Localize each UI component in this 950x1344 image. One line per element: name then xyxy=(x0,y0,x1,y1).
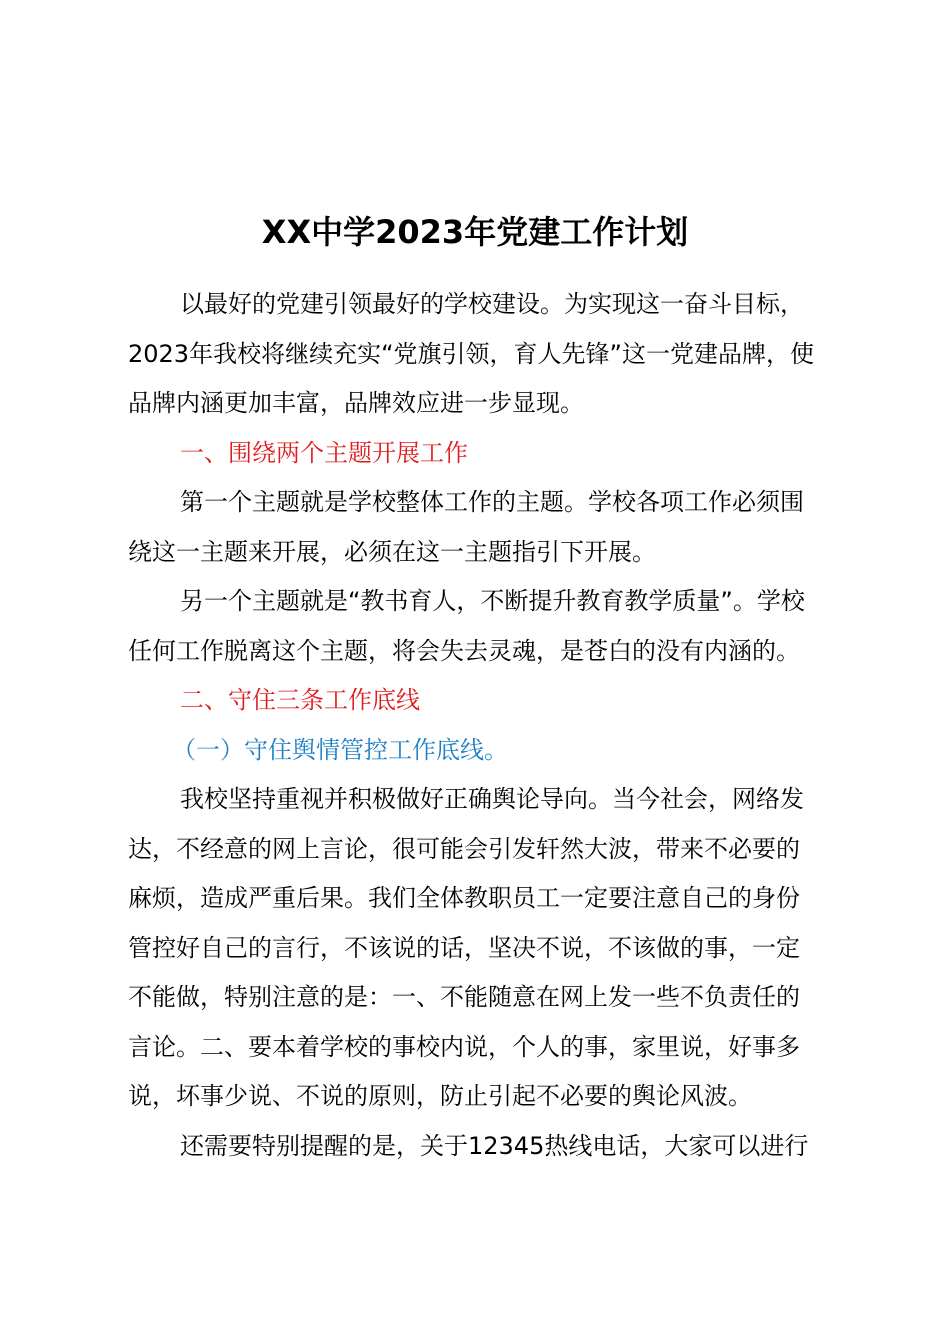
document-title: XX中学2023年党建工作计划 xyxy=(261,213,689,251)
section-heading-2: 二、守住三条工作底线 xyxy=(180,686,420,714)
subsection-heading-1: （一）守住舆情管控工作底线。 xyxy=(172,735,508,764)
paragraph-line: 我校坚持重视并积极做好正确舆论导向。当今社会，网络发 xyxy=(180,785,804,813)
paragraph-line: 第一个主题就是学校整体工作的主题。学校各项工作必须围 xyxy=(180,488,804,516)
paragraph-line: 言论。二、要本着学校的事校内说，个人的事，家里说，好事多 xyxy=(128,1032,800,1061)
paragraph-line: 不能做，特别注意的是：一、不能随意在网上发一些不负责任的 xyxy=(128,983,800,1011)
paragraph-line: 麻烦，造成严重后果。我们全体教职员工一定要注意自己的身份 xyxy=(128,884,800,912)
paragraph-line: 达，不经意的网上言论，很可能会引发轩然大波，带来不必要的 xyxy=(128,834,800,863)
paragraph-line: 2023年我校将继续充实“党旗引领，育人先锋”这一党建品牌，使 xyxy=(128,339,814,368)
paragraph-line: 另一个主题就是“教书育人，不断提升教育教学质量”。学校 xyxy=(180,587,805,615)
paragraph-line: 管控好自己的言行，不该说的话，坚决不说，不该做的事，一定 xyxy=(128,933,800,962)
paragraph-line: 品牌内涵更加丰富，品牌效应进一步显现。 xyxy=(128,389,584,417)
paragraph-line: 任何工作脱离这个主题，将会失去灵魂，是苍白的没有内涵的。 xyxy=(128,636,800,665)
paragraph-line: 以最好的党建引领最好的学校建设。为实现这一奋斗目标， xyxy=(180,290,804,318)
document-body xyxy=(128,280,858,1171)
paragraph-line: 说，坏事少说、不说的原则，防止引起不必要的舆论风波。 xyxy=(128,1082,752,1110)
paragraph-line: 还需要特别提醒的是，关于12345热线电话，大家可以进行 xyxy=(180,1131,809,1160)
paragraph-line: 绕这一主题来开展，必须在这一主题指引下开展。 xyxy=(128,537,656,566)
section-heading-1: 一、围绕两个主题开展工作 xyxy=(180,438,468,467)
